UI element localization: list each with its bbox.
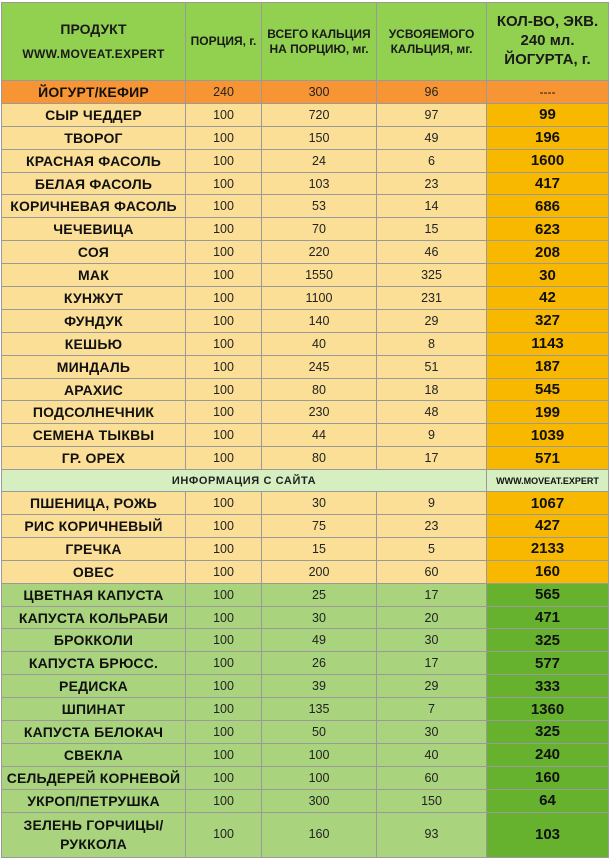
cell-total: 720 [262,103,377,126]
cell-portion: 100 [186,401,262,424]
cell-equivalent: 1039 [487,424,609,447]
cell-absorbed: 150 [377,789,487,812]
table-row [2,332,609,355]
cell-portion: 100 [186,560,262,583]
cell-absorbed: 6 [377,149,487,172]
cell-total: 75 [262,515,377,538]
cell-absorbed: 17 [377,583,487,606]
cell-equivalent: 208 [487,241,609,264]
cell-portion: 100 [186,812,262,857]
cell-total: 1550 [262,264,377,287]
cell-portion: 100 [186,675,262,698]
cell-name: КОРИЧНЕВАЯ ФАСОЛЬ [2,195,186,218]
info-site: WWW.MOVEAT.EXPERT [487,470,609,492]
table-row [2,149,609,172]
cell-equivalent: 325 [487,629,609,652]
table-row [2,721,609,744]
table-row [2,629,609,652]
cell-absorbed: 46 [377,241,487,264]
cell-absorbed: 325 [377,264,487,287]
cell-portion: 100 [186,583,262,606]
cell-total: 40 [262,332,377,355]
cell-name: ТВОРОГ [2,126,186,149]
calcium-table [1,2,609,858]
cell-total: 300 [262,789,377,812]
cell-portion: 100 [186,172,262,195]
cell-name: УКРОП/ПЕТРУШКА [2,789,186,812]
cell-name: ЗЕЛЕНЬ ГОРЧИЦЫ/РУККОЛА [2,812,186,857]
cell-name: КАПУСТА БЕЛОКАЧ [2,721,186,744]
cell-portion: 100 [186,378,262,401]
cell-portion: 100 [186,447,262,470]
cell-absorbed: 7 [377,698,487,721]
cell-absorbed: 60 [377,560,487,583]
cell-equivalent: 99 [487,103,609,126]
table-row [2,698,609,721]
cell-absorbed: 51 [377,355,487,378]
cell-equivalent: 471 [487,606,609,629]
cell-total: 49 [262,629,377,652]
cell-total: 140 [262,309,377,332]
table-row [2,126,609,149]
cell-equivalent: 1360 [487,698,609,721]
cell-total: 150 [262,126,377,149]
cell-name: РЕДИСКА [2,675,186,698]
cell-total: 50 [262,721,377,744]
cell-name: МАК [2,264,186,287]
cell-equivalent: 1067 [487,492,609,515]
info-row [2,470,609,492]
reference-row [2,81,609,104]
cell-portion: 100 [186,721,262,744]
cell-name: ОВЕС [2,560,186,583]
cell-portion: 100 [186,103,262,126]
table-row [2,537,609,560]
cell-absorbed: 29 [377,309,487,332]
cell-total: 100 [262,766,377,789]
cell-portion: 100 [186,424,262,447]
header-portion: ПОРЦИЯ, г. [186,3,262,81]
table-row [2,789,609,812]
cell-name: КЕШЬЮ [2,332,186,355]
cell-equivalent: 577 [487,652,609,675]
table-row [2,515,609,538]
header-equivalent: КОЛ-ВО, ЭКВ. 240 мл. ЙОГУРТА, г. [487,3,609,81]
cell-total: 103 [262,172,377,195]
cell-portion: 100 [186,789,262,812]
cell-name: ШПИНАТ [2,698,186,721]
cell-absorbed: 93 [377,812,487,857]
cell-absorbed: 23 [377,172,487,195]
cell-total: 135 [262,698,377,721]
cell-name: РИС КОРИЧНЕВЫЙ [2,515,186,538]
cell-name: СЕМЕНА ТЫКВЫ [2,424,186,447]
cell-total: 200 [262,560,377,583]
cell-equivalent: 187 [487,355,609,378]
cell-equivalent: 333 [487,675,609,698]
cell-absorbed: 5 [377,537,487,560]
table-row [2,583,609,606]
table-row [2,287,609,310]
table-row [2,218,609,241]
cell-name: ЧЕЧЕВИЦА [2,218,186,241]
cell-total: 44 [262,424,377,447]
cell-absorbed: 20 [377,606,487,629]
table-row [2,103,609,126]
cell-portion: 100 [186,606,262,629]
cell-portion: 100 [186,629,262,652]
cell-absorbed: 60 [377,766,487,789]
table-row [2,675,609,698]
cell-name: ГРЕЧКА [2,537,186,560]
cell-name: ЙОГУРТ/КЕФИР [2,81,186,104]
cell-name: КАПУСТА БРЮСС. [2,652,186,675]
cell-total: 30 [262,606,377,629]
cell-total: 230 [262,401,377,424]
cell-total: 25 [262,583,377,606]
cell-equivalent: 1143 [487,332,609,355]
cell-equivalent: 30 [487,264,609,287]
cell-equivalent: ---- [487,81,609,104]
table-row [2,606,609,629]
cell-name: СВЕКЛА [2,743,186,766]
table-row [2,401,609,424]
table-row [2,309,609,332]
cell-total: 70 [262,218,377,241]
cell-portion: 100 [186,492,262,515]
cell-name: СОЯ [2,241,186,264]
info-text: ИНФОРМАЦИЯ С САЙТА [2,470,487,492]
cell-total: 160 [262,812,377,857]
cell-absorbed: 231 [377,287,487,310]
cell-total: 100 [262,743,377,766]
cell-equivalent: 427 [487,515,609,538]
cell-absorbed: 30 [377,629,487,652]
table-row [2,264,609,287]
cell-portion: 100 [186,698,262,721]
header-product-label: ПРОДУКТ [60,21,127,38]
cell-portion: 100 [186,743,262,766]
cell-equivalent: 64 [487,789,609,812]
header-row [2,3,609,81]
cell-portion: 100 [186,126,262,149]
cell-equivalent: 686 [487,195,609,218]
cell-total: 300 [262,81,377,104]
table-row [2,241,609,264]
table-row [2,195,609,218]
cell-name: ФУНДУК [2,309,186,332]
cell-name: БЕЛАЯ ФАСОЛЬ [2,172,186,195]
cell-equivalent: 623 [487,218,609,241]
header-absorbed-calcium: УСВОЯЕМОГО КАЛЬЦИЯ, мг. [377,3,487,81]
cell-equivalent: 565 [487,583,609,606]
cell-total: 220 [262,241,377,264]
cell-total: 245 [262,355,377,378]
table-row [2,447,609,470]
cell-portion: 100 [186,515,262,538]
table-row [2,355,609,378]
cell-portion: 100 [186,766,262,789]
cell-equivalent: 199 [487,401,609,424]
cell-portion: 100 [186,332,262,355]
cell-absorbed: 30 [377,721,487,744]
header-total-calcium: ВСЕГО КАЛЬЦИЯ НА ПОРЦИЮ, мг. [262,3,377,81]
cell-equivalent: 103 [487,812,609,857]
cell-total: 15 [262,537,377,560]
cell-absorbed: 9 [377,492,487,515]
cell-equivalent: 240 [487,743,609,766]
header-site: WWW.MOVEAT.EXPERT [22,46,165,61]
cell-total: 24 [262,149,377,172]
cell-portion: 100 [186,652,262,675]
cell-name: ЦВЕТНАЯ КАПУСТА [2,583,186,606]
cell-equivalent: 160 [487,766,609,789]
cell-absorbed: 97 [377,103,487,126]
cell-absorbed: 29 [377,675,487,698]
header-product [2,3,186,81]
table-row [2,560,609,583]
table-row [2,743,609,766]
cell-absorbed: 8 [377,332,487,355]
table-row [2,652,609,675]
cell-portion: 100 [186,264,262,287]
cell-name: ПОДСОЛНЕЧНИК [2,401,186,424]
cell-portion: 100 [186,355,262,378]
cell-equivalent: 1600 [487,149,609,172]
cell-equivalent: 160 [487,560,609,583]
cell-absorbed: 14 [377,195,487,218]
cell-equivalent: 196 [487,126,609,149]
cell-portion: 100 [186,537,262,560]
cell-portion: 100 [186,241,262,264]
table-body [2,81,609,858]
cell-absorbed: 9 [377,424,487,447]
cell-absorbed: 23 [377,515,487,538]
cell-portion: 240 [186,81,262,104]
cell-equivalent: 2133 [487,537,609,560]
cell-absorbed: 17 [377,447,487,470]
cell-name: СЕЛЬДЕРЕЙ КОРНЕВОЙ [2,766,186,789]
cell-name: АРАХИС [2,378,186,401]
cell-name: МИНДАЛЬ [2,355,186,378]
cell-name: КАПУСТА КОЛЬРАБИ [2,606,186,629]
cell-name: ГР. ОРЕХ [2,447,186,470]
table-row [2,172,609,195]
cell-portion: 100 [186,149,262,172]
cell-name: СЫР ЧЕДДЕР [2,103,186,126]
cell-absorbed: 18 [377,378,487,401]
cell-portion: 100 [186,218,262,241]
cell-equivalent: 571 [487,447,609,470]
cell-portion: 100 [186,287,262,310]
cell-total: 1100 [262,287,377,310]
cell-absorbed: 40 [377,743,487,766]
cell-equivalent: 327 [487,309,609,332]
cell-absorbed: 96 [377,81,487,104]
table-row [2,378,609,401]
table-row [2,766,609,789]
cell-name: КУНЖУТ [2,287,186,310]
cell-absorbed: 49 [377,126,487,149]
cell-total: 80 [262,378,377,401]
cell-equivalent: 325 [487,721,609,744]
table-row [2,424,609,447]
cell-name: КРАСНАЯ ФАСОЛЬ [2,149,186,172]
cell-portion: 100 [186,195,262,218]
cell-name: ПШЕНИЦА, РОЖЬ [2,492,186,515]
cell-total: 39 [262,675,377,698]
cell-total: 30 [262,492,377,515]
table-row [2,812,609,857]
cell-absorbed: 17 [377,652,487,675]
cell-equivalent: 42 [487,287,609,310]
cell-portion: 100 [186,309,262,332]
cell-total: 26 [262,652,377,675]
cell-equivalent: 417 [487,172,609,195]
table-row [2,492,609,515]
cell-name: БРОККОЛИ [2,629,186,652]
cell-total: 80 [262,447,377,470]
cell-absorbed: 48 [377,401,487,424]
cell-equivalent: 545 [487,378,609,401]
cell-absorbed: 15 [377,218,487,241]
cell-total: 53 [262,195,377,218]
